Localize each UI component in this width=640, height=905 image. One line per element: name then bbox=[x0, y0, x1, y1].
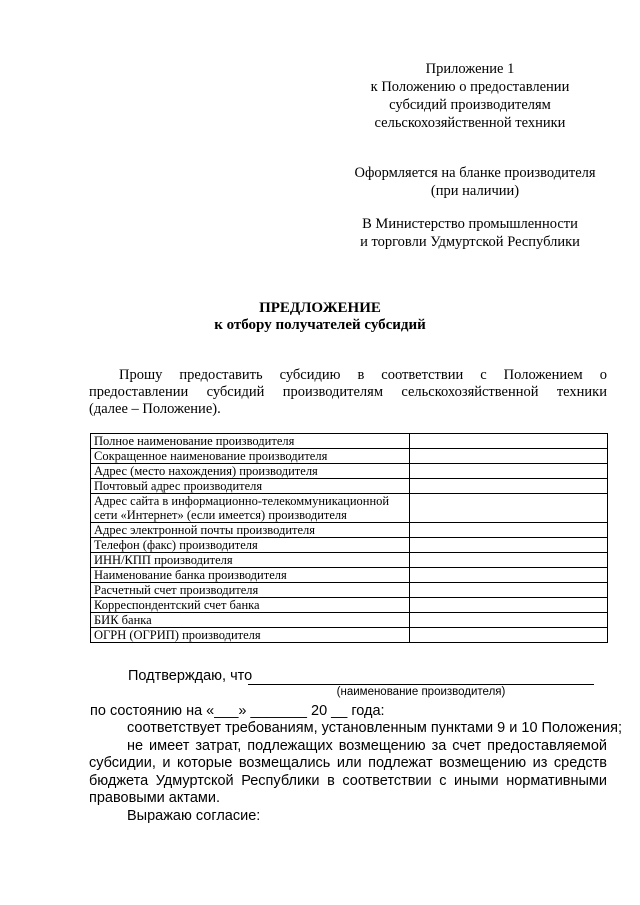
confirm-items bbox=[89, 720, 623, 825]
table-row bbox=[91, 479, 608, 494]
table-row bbox=[91, 538, 608, 553]
field-label: Телефон (факс) производителя bbox=[91, 538, 410, 553]
table-row bbox=[91, 598, 608, 613]
producer-name-line[interactable] bbox=[248, 684, 594, 685]
field-label: ОГРН (ОГРИП) производителя bbox=[91, 628, 410, 643]
addressee-line-2: и торговли Удмуртской Республики bbox=[360, 234, 580, 250]
field-label: Адрес (место нахождения) производителя bbox=[91, 464, 410, 479]
appendix-block bbox=[340, 60, 600, 132]
addressee-line-1: В Министерство промышленности bbox=[362, 216, 578, 232]
table-row bbox=[91, 628, 608, 643]
table-row bbox=[91, 613, 608, 628]
addressee bbox=[340, 215, 600, 251]
confirm-item-2-line-2: субсидии, и которые возмещались или подлежат возмещению из средств bbox=[89, 755, 607, 771]
consent-label: Выражаю согласие: bbox=[127, 807, 261, 824]
confirm-item-2-line-4: правовыми актами. bbox=[89, 790, 221, 806]
field-label: ИНН/КПП производителя bbox=[91, 553, 410, 568]
date-line: по состоянию на «___» _______ 20 __ года: bbox=[90, 703, 385, 719]
document-title-line-1: ПРЕДЛОЖЕНИЕ bbox=[259, 300, 381, 316]
intro-line-3: (далее – Положение). bbox=[89, 401, 221, 417]
field-label: Наименование банка производителя bbox=[91, 568, 410, 583]
confirm-item-2-line-3: бюджета Удмуртской Республики в соответствии с иными нормативными bbox=[89, 772, 607, 789]
intro-line-2: предоставлении субсидий производителям сельскохозяйственной техники bbox=[89, 384, 607, 400]
confirm-item-2-line-1: не имеет затрат, подлежащих возмещению за счет предоставляемой bbox=[127, 737, 607, 754]
field-value[interactable] bbox=[410, 613, 608, 628]
field-label: БИК банка bbox=[91, 613, 410, 628]
field-value[interactable] bbox=[410, 494, 608, 523]
document-title bbox=[0, 300, 640, 334]
confirm-item-1: соответствует требованиям, установленным пунктами 9 и 10 Положения; bbox=[127, 720, 623, 736]
table-row bbox=[91, 523, 608, 538]
field-label: Почтовый адрес производителя bbox=[91, 479, 410, 494]
field-value[interactable] bbox=[410, 434, 608, 449]
intro-paragraph bbox=[89, 367, 607, 418]
field-value[interactable] bbox=[410, 523, 608, 538]
table-row bbox=[91, 434, 608, 449]
table-row bbox=[91, 464, 608, 479]
document-title-line-2: к отбору получателей субсидий bbox=[214, 317, 426, 333]
table-row bbox=[91, 553, 608, 568]
table-row bbox=[91, 449, 608, 464]
appendix-title: Приложение 1 bbox=[425, 61, 515, 77]
producer-name-caption: (наименование производителя) bbox=[336, 686, 506, 698]
field-value[interactable] bbox=[410, 479, 608, 494]
field-value[interactable] bbox=[410, 568, 608, 583]
field-value[interactable] bbox=[410, 553, 608, 568]
field-label: Адрес электронной почты производителя bbox=[91, 523, 410, 538]
field-value[interactable] bbox=[410, 583, 608, 598]
blank-note-line-1: Оформляется на бланке производителя bbox=[354, 165, 596, 181]
table-row bbox=[91, 583, 608, 598]
table-row bbox=[91, 494, 608, 523]
field-label: Расчетный счет производителя bbox=[91, 583, 410, 598]
field-value[interactable] bbox=[410, 464, 608, 479]
field-value[interactable] bbox=[410, 449, 608, 464]
blank-note-line-2: (при наличии) bbox=[430, 183, 520, 199]
appendix-line-1: к Положению о предоставлении bbox=[370, 79, 570, 95]
field-value[interactable] bbox=[410, 628, 608, 643]
blank-note bbox=[340, 164, 610, 200]
producer-info-table bbox=[90, 433, 608, 643]
appendix-line-2: субсидий производителям bbox=[389, 97, 551, 113]
appendix-line-3: сельскохозяйственной техники bbox=[374, 115, 566, 131]
table-row bbox=[91, 568, 608, 583]
field-value[interactable] bbox=[410, 598, 608, 613]
field-label: Полное наименование производителя bbox=[91, 434, 410, 449]
field-label: Корреспондентский счет банка bbox=[91, 598, 410, 613]
field-value[interactable] bbox=[410, 538, 608, 553]
confirm-lead: Подтверждаю, что bbox=[128, 668, 253, 684]
field-label: Сокращенное наименование производителя bbox=[91, 449, 410, 464]
intro-line-1: Прошу предоставить субсидию в соответствии с Положением о bbox=[119, 367, 607, 383]
field-label: Адрес сайта в информационно-телекоммуникационной сети «Интернет» (если имеется) производителя bbox=[91, 494, 410, 523]
